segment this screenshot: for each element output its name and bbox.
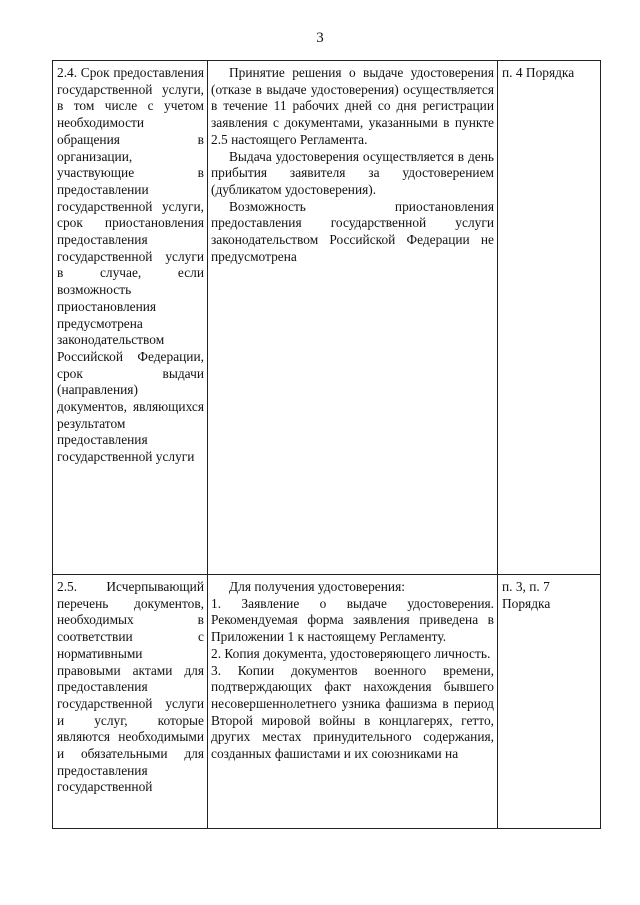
table-row <box>53 575 601 829</box>
content-intro: Для получения удостоверения: <box>229 579 405 594</box>
list-item: 2. Копия документа, удостоверяющего личность. <box>211 645 491 661</box>
content-paragraph: Возможность приостановления предоставления государственной услуги законодательством Российской Федерации не предусмотрена <box>211 198 494 264</box>
list-item: 3. Копии документов военного времени, подтверждающих факт нахождения бывшего несовершеннолетнего узника фашизма в период Второй мировой войны в концлагерях, гетто, других местах принудительного содержания, созданных фашистами и их союзниками на <box>211 662 494 762</box>
regulation-table <box>52 60 601 829</box>
content-cell <box>208 61 498 575</box>
section-cell: 2.4. Срок предоставления государственной услуги, в том числе с учетом необходимости обращения в организации, участвующие в предоставлении государственной услуги, срок приостановления предоставления государственной услуги в случае, если возможность приостановления предусмотрена законодательством Российской Федерации, срок выдачи (направления) документов, являющихся результатом предоставления государственной услуги <box>53 61 208 575</box>
reference-cell: п. 4 Порядка <box>498 61 601 575</box>
content-paragraph: Выдача удостоверения осуществляется в день прибытия заявителя за удостоверением (дубликатом удостоверения). <box>211 148 494 197</box>
reference-cell: п. 3, п. 7 Порядка <box>498 575 601 829</box>
page-number: 3 <box>316 30 324 46</box>
section-cell: 2.5. Исчерпывающий перечень документов, необходимых в соответствии с нормативными правовыми актами для предоставления государственной услуги и услуг, которые являются необходимыми и обязательными для предоставления государственной <box>53 575 208 829</box>
table-row <box>53 61 601 575</box>
content-paragraph: Принятие решения о выдаче удостоверения (отказе в выдаче удостоверения) осуществляется в течение 11 рабочих дней со дня регистрации заявления с документами, указанными в пункте 2.5 настоящего Регламента. <box>211 65 494 147</box>
content-cell <box>208 575 498 829</box>
list-item: 1. Заявление о выдаче удостоверения. Рекомендуемая форма заявления приведена в Приложении 1 к настоящему Регламенту. <box>211 595 494 645</box>
